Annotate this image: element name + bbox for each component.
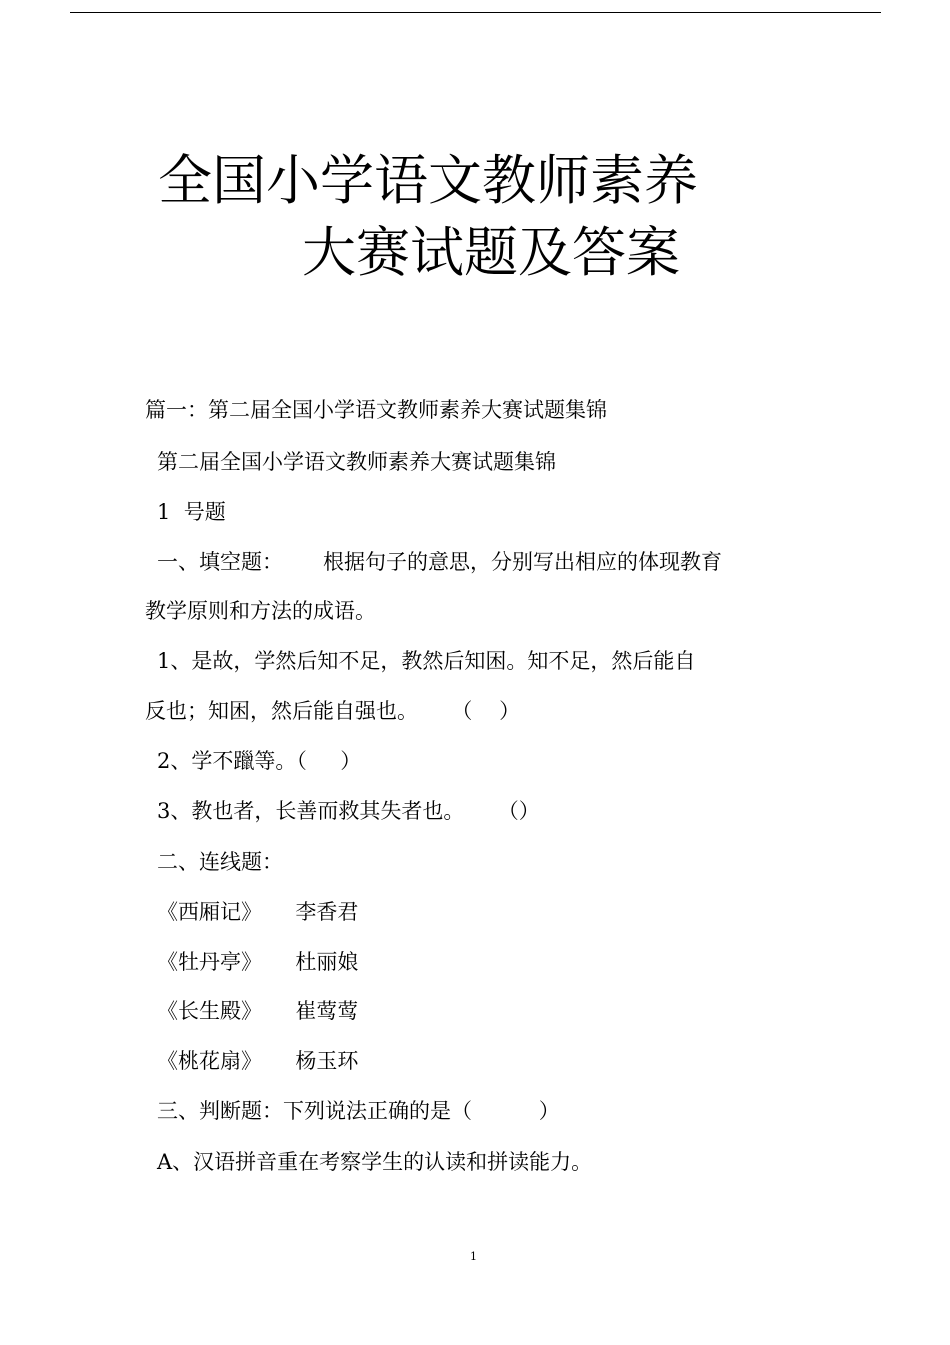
page-number: 1 bbox=[470, 1250, 477, 1263]
judgement-option-a: A、汉语拼音重在考察学生的认读和拼读能力。 bbox=[157, 1150, 593, 1174]
header-rule bbox=[70, 12, 881, 13]
section-heading: 篇一：第二届全国小学语文教师素养大赛试题集锦 bbox=[145, 398, 607, 422]
subtitle-line: 第二届全国小学语文教师素养大赛试题集锦 bbox=[157, 450, 556, 474]
fill-blank-heading: 一、填空题： 根据句子的意思，分别写出相应的体现教育 bbox=[157, 550, 723, 574]
fill-blank-heading-cont: 教学原则和方法的成语。 bbox=[145, 599, 376, 623]
matching-row-1: 《西厢记》 李香君 bbox=[157, 900, 359, 924]
fill-blank-item-1: 1、是故，学然后知不足，教然后知困。知不足，然后能自 bbox=[157, 649, 696, 673]
fill-blank-item-1-cont: 反也；知困，然后能自强也。 （ ） bbox=[145, 699, 521, 723]
fill-blank-item-3: 3、教也者，长善而救其失者也。 （） bbox=[157, 799, 540, 823]
matching-row-2: 《牡丹亭》 杜丽娘 bbox=[157, 950, 359, 974]
question-number: 1 号题 bbox=[157, 500, 226, 524]
fill-blank-item-2: 2、学不躐等。（ ） bbox=[157, 749, 362, 773]
document-title-line-2: 大赛试题及答案 bbox=[302, 221, 680, 284]
matching-row-4: 《桃花扇》 杨玉环 bbox=[157, 1049, 359, 1073]
document-title-line-1: 全国小学语文教师素养 bbox=[158, 149, 698, 212]
judgement-heading: 三、判断题：下列说法正确的是（ ） bbox=[157, 1099, 560, 1123]
matching-row-3: 《长生殿》 崔莺莺 bbox=[157, 999, 359, 1023]
matching-heading: 二、连线题： bbox=[157, 850, 283, 874]
